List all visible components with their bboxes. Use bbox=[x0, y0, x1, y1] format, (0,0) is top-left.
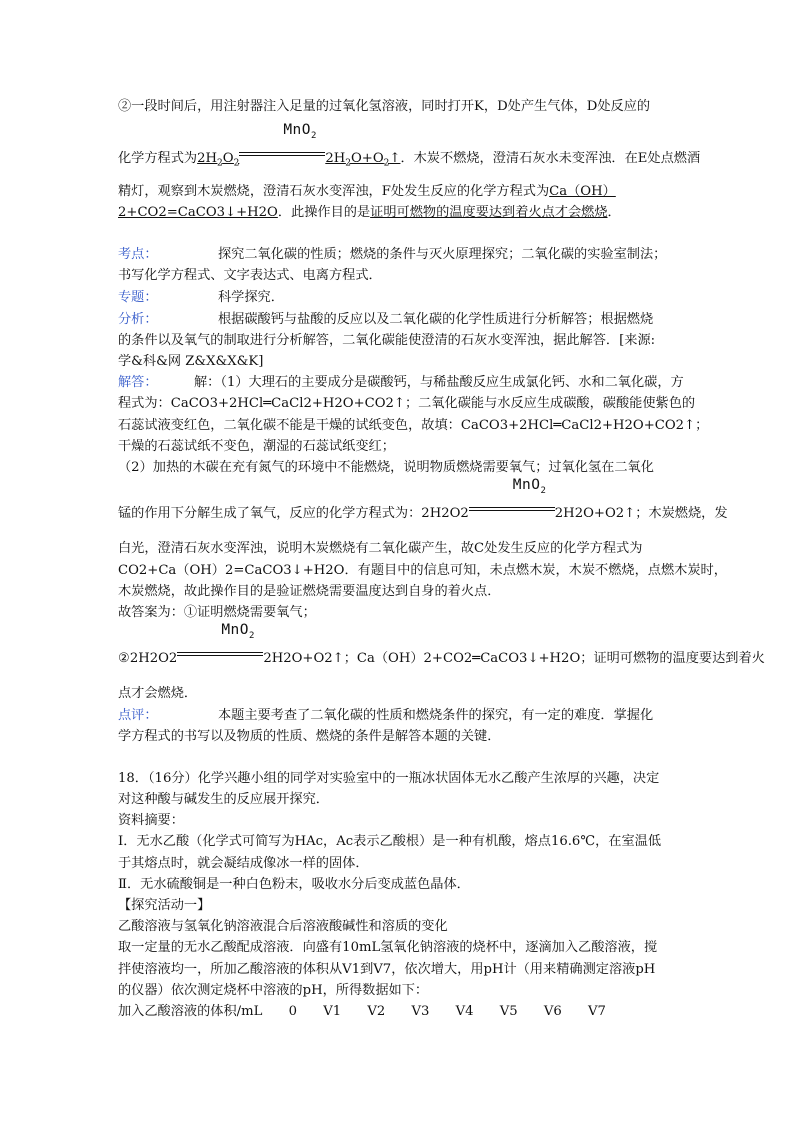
volume-cell: V3 bbox=[411, 1004, 430, 1019]
volume-table-header-row bbox=[118, 1004, 606, 1020]
q18-line8: 乙酸溶液与氢氧化钠溶液混合后溶液酸碱性和溶质的变化 bbox=[118, 919, 448, 934]
q18-line4: Ⅰ．无水乙酸（化学式可简写为HAc，Ac表示乙酸根）是一种有机酸，熔点16.6℃，在室温低 bbox=[118, 834, 662, 849]
zhuanti-line: 专题： 科学探究． bbox=[118, 290, 284, 305]
volume-cell: 0 bbox=[288, 1004, 297, 1019]
catalyst-label: MnO$_2$ bbox=[512, 477, 547, 496]
q18-line9: 取一定量的无水乙酸配成溶液．向盛有10mL氢氧化钠溶液的烧杯中，逐滴加入乙酸溶液，搅 bbox=[118, 940, 658, 955]
jieda-line6: 锰的作用下分解生成了氧气，反应的化学方程式为：2H2O2 MnO$_2$ 2H2O+O2↑；木炭燃烧，发 bbox=[118, 477, 728, 521]
q18-line10: 拌使溶液均一，所加乙酸溶液的体积从V1到V7，依次增大，用pH计（用来精确测定溶液pH bbox=[118, 962, 656, 977]
q18-line5: 于其熔点时，就会凝结成像冰一样的固体． bbox=[118, 856, 369, 871]
jieda-line10: 故答案为：①证明燃烧需要氧气； bbox=[118, 605, 316, 620]
volume-cell: V7 bbox=[587, 1004, 606, 1019]
jieda-line3: 石蕊试液变红色，二氧化碳不能是干燥的试纸变色，故填：CaCO3+2HCl═CaCl2+H2O+CO2↑； bbox=[118, 418, 709, 433]
kaodian-line2: 书写化学方程式、文字表达式、电离方程式． bbox=[118, 268, 382, 283]
kaodian-line1: 考点： 探究二氧化碳的性质；燃烧的条件与灭火原理探究；二氧化碳的实验室制法； bbox=[118, 247, 667, 262]
q18-line6: Ⅱ．无水硫酸铜是一种白色粉末，吸收水分后变成蓝色晶体． bbox=[118, 877, 470, 892]
q18-line11: 的仪器）依次测定烧杯中溶液的pH，所得数据如下： bbox=[118, 983, 429, 998]
fenxi-line1: 分析： 根据碳酸钙与盐酸的反应以及二氧化碳的化学性质进行分析解答；根据燃烧 bbox=[118, 312, 654, 327]
jieda-line9: 木炭燃烧，故此操作目的是验证燃烧需要温度达到自身的着火点． bbox=[118, 584, 501, 599]
jieda-line1: 解答： 解：（1）大理石的主要成分是碳酸钙，与稀盐酸反应生成氯化钙、水和二氧化碳，方 bbox=[118, 375, 684, 390]
catalyst-label: MnO$_2$ bbox=[283, 122, 317, 141]
volume-cell: V6 bbox=[543, 1004, 562, 1019]
eq-caoh2-answer-part2: 2+CO2=CaCO3↓+H2O bbox=[118, 205, 278, 220]
volume-table-label: 加入乙酸溶液的体积/mL bbox=[118, 1004, 263, 1019]
jieda-line7: 白光，澄清石灰水变浑浊，说明木炭燃烧有二氧化碳产生，故C处发生反应的化学方程式为 bbox=[118, 541, 643, 556]
volume-cell: V1 bbox=[323, 1004, 342, 1019]
fenxi-line3: 学&科&网 Z&X&X&K] bbox=[118, 354, 264, 369]
step2-line2 bbox=[118, 122, 701, 169]
zhuanti-label: 专题： bbox=[118, 290, 158, 305]
q18-line2: 对这种酸与碱发生的反应展开探究． bbox=[118, 792, 329, 807]
step2-line3-text: 精灯，观察到木炭燃烧，澄清石灰水变浑浊，F处发生反应的化学方程式为 bbox=[118, 184, 550, 199]
volume-cell: V5 bbox=[499, 1004, 518, 1019]
q18-line3: 资料摘要： bbox=[118, 813, 184, 828]
dianping-label: 点评： bbox=[118, 708, 158, 723]
step2-line2-post: ．木炭不燃烧，澄清石灰水未变浑浊．在E处点燃酒 bbox=[400, 151, 701, 166]
jieda-line4: 干燥的石蕊试纸不变色，潮湿的石蕊试纸变红； bbox=[118, 439, 395, 454]
step2-line1: ②一段时间后，用注射器注入足量的过氧化氢溶液，同时打开K，D处产生气体，D处反应的 bbox=[118, 99, 651, 114]
eq-caoh2-answer-part1: Ca（OH） bbox=[549, 184, 616, 199]
q18-line7: 【探究活动一】 bbox=[118, 898, 211, 913]
jieda-label: 解答： bbox=[118, 375, 158, 390]
volume-cell: V2 bbox=[367, 1004, 386, 1019]
step2-line3 bbox=[118, 184, 616, 200]
fenxi-label: 分析： bbox=[118, 312, 158, 327]
fenxi-line2: 的条件以及氧气的制取进行分析解答，二氧化碳能使澄清的石灰水变浑浊，据此解答．[来源: bbox=[118, 333, 656, 348]
dianping-line1: 点评： 本题主要考查了二氧化碳的性质和燃烧条件的探究，有一定的难度．掌握化 bbox=[118, 708, 654, 723]
purpose-answer: 证明可燃物的温度要达到着火点才会燃烧 bbox=[370, 205, 608, 220]
step2-line4: 2+CO2=CaCO3↓+H2O．此操作目的是证明可燃物的温度要达到着火点才会燃烧． bbox=[118, 205, 621, 220]
dianping-line2: 学方程式的书写以及物质的性质、燃烧的条件是解答本题的关键． bbox=[118, 729, 501, 744]
catalyst-label: MnO$_2$ bbox=[221, 622, 255, 641]
kaodian-label: 考点： bbox=[118, 247, 158, 262]
catalyst-equals-sign bbox=[469, 477, 555, 517]
eq-h2o2-answer-1: $2H_2O_2$ MnO$_2$ $2H_2O+O_2↑$ bbox=[197, 122, 401, 169]
q18-line1: 18．（16分）化学兴趣小组的同学对实验室中的一瓶冰状固体无水乙酸产生浓厚的兴趣，决定 bbox=[118, 771, 660, 786]
jieda-line2: 程式为：CaCO3+2HCl═CaCl2+H2O+CO2↑；二氧化碳能与水反应生成碳酸，碳酸能使紫色的 bbox=[118, 396, 696, 411]
catalyst-equals-sign bbox=[177, 622, 263, 662]
catalyst-equals-sign bbox=[239, 122, 325, 162]
jieda-line11: ②2H2O2 MnO$_2$ 2H2O+O2↑；Ca（OH）2+CO2═CaCO3↓+H2O；证明可燃物的温度要达到着火 bbox=[118, 622, 765, 666]
jieda-line5: （2）加热的木碳在充有氮气的环境中不能燃烧，说明物质燃烧需要氧气；过氧化氢在二氧化 bbox=[118, 460, 654, 475]
step2-line2-pre: 化学方程式为 bbox=[118, 151, 198, 166]
jieda-line12: 点才会燃烧． bbox=[118, 686, 198, 701]
jieda-line8: CO2+Ca（OH）2=CaCO3↓+H2O．有题目中的信息可知，未点燃木炭，木炭不燃烧，点燃木炭时， bbox=[118, 563, 727, 578]
volume-cell: V4 bbox=[455, 1004, 474, 1019]
